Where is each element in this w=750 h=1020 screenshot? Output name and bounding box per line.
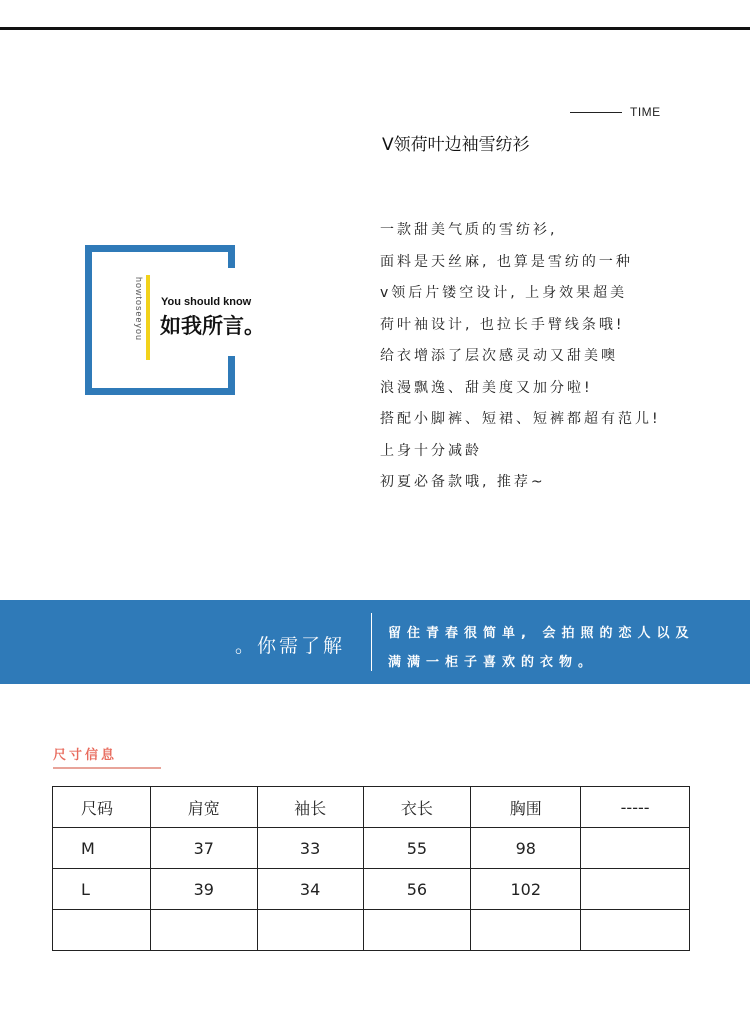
banner-right-line: 满满一柜子喜欢的衣物。 — [388, 655, 598, 670]
size-table — [52, 786, 690, 951]
size-table-header-cell: 胸围 — [471, 787, 581, 828]
size-table-cell: 55 — [363, 828, 471, 869]
size-table-cell: 56 — [363, 869, 471, 910]
time-row — [570, 105, 661, 119]
banner-right-line: 留住青春很简单, 会拍照的恋人以及 — [388, 626, 695, 641]
banner-left-text: 。你需了解 — [235, 635, 346, 657]
size-table-row — [53, 910, 690, 951]
product-title: V领荷叶边袖雪纺衫 — [382, 135, 530, 155]
size-table-header-cell: 肩宽 — [150, 787, 257, 828]
size-table-header-cell: 衣长 — [363, 787, 471, 828]
size-table-cell: 98 — [471, 828, 581, 869]
size-info-heading: 尺寸信息 — [53, 748, 118, 763]
size-table-cell — [581, 910, 690, 951]
top-rule — [0, 27, 750, 30]
size-table-header-cell: ----- — [581, 787, 690, 828]
description-line: 浪漫飘逸、甜美度又加分啦! — [380, 379, 593, 396]
size-table-cell — [363, 910, 471, 951]
description-line: 一款甜美气质的雪纺衫, — [380, 222, 558, 238]
time-line — [570, 112, 622, 113]
size-table-cell — [257, 910, 363, 951]
description-line: 初夏必备款哦, 推荐~ — [380, 474, 546, 490]
size-table-header-cell: 尺码 — [53, 787, 151, 828]
size-table-row — [53, 869, 690, 910]
description-line: 上身十分减龄 — [380, 442, 482, 459]
logo-yellow-bar — [146, 275, 150, 360]
size-table-cell — [53, 910, 151, 951]
size-table-cell — [471, 910, 581, 951]
banner-divider — [371, 613, 372, 671]
size-table-cell: 37 — [150, 828, 257, 869]
size-table-row — [53, 828, 690, 869]
size-table-cell — [581, 828, 690, 869]
logo-english-text: You should know — [161, 296, 252, 308]
size-table-cell: M — [53, 828, 151, 869]
time-label: TIME — [630, 105, 661, 119]
size-table-cell: 33 — [257, 828, 363, 869]
logo-chinese-text: 如我所言。 — [160, 314, 265, 338]
description-line: 给衣增添了层次感灵动又甜美噢 — [380, 348, 618, 364]
size-table-header-row — [53, 787, 690, 828]
description-line: 搭配小脚裤、短裙、短裤都超有范儿! — [380, 411, 661, 427]
size-table-cell: 39 — [150, 869, 257, 910]
size-table-cell: L — [53, 869, 151, 910]
description-line: 荷叶袖设计, 也拉长手臂线条哦! — [380, 316, 625, 333]
size-table-cell — [150, 910, 257, 951]
size-table-cell — [581, 869, 690, 910]
size-table-cell: 34 — [257, 869, 363, 910]
product-description — [380, 215, 720, 499]
size-table-cell: 102 — [471, 869, 581, 910]
size-table-header-cell: 袖长 — [257, 787, 363, 828]
description-line: v领后片镂空设计, 上身效果超美 — [380, 285, 628, 301]
size-info-underline — [53, 767, 161, 769]
description-line: 面料是天丝麻, 也算是雪纺的一种 — [380, 253, 633, 270]
logo-vertical-text: howtoseeyou — [134, 277, 144, 342]
banner-right-text — [388, 619, 750, 677]
